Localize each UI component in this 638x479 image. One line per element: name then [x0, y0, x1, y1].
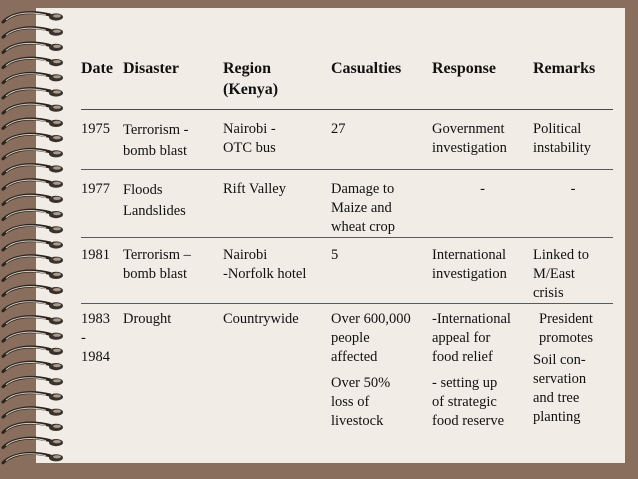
- cell-region-line: Nairobi: [223, 246, 268, 263]
- cell-region-line: OTC bus: [223, 139, 276, 156]
- header-casualties: Casualties: [331, 60, 402, 77]
- header-date: Date: [81, 60, 113, 77]
- cell-remarks: [533, 237, 613, 303]
- cell-remarks-line: planting: [533, 408, 581, 425]
- spiral-hole-highlight: [53, 455, 61, 458]
- cell-remarks-line: Linked to: [533, 246, 589, 263]
- cell-remarks-line: instability: [533, 139, 591, 156]
- spiral-hole-highlight: [53, 349, 61, 352]
- spiral-hole-highlight: [53, 75, 61, 78]
- table-row: [81, 169, 613, 237]
- spiral-hole-highlight: [53, 60, 61, 63]
- cell-remarks: [533, 303, 613, 431]
- cell-remarks-line: President: [539, 310, 593, 327]
- cell-disaster: [123, 237, 223, 303]
- cell-remarks: -: [533, 169, 613, 237]
- cell-disaster: [123, 109, 223, 169]
- cell-casualties-line: Maize and: [331, 199, 392, 216]
- cell-casualties-line: wheat crop: [331, 218, 396, 235]
- spiral-hole-highlight: [53, 242, 61, 245]
- spiral-hole-highlight: [53, 45, 61, 48]
- cell-date-line: 1983: [81, 310, 110, 327]
- cell-casualties-line: people: [331, 329, 370, 346]
- cell-response-line: food reserve: [432, 412, 505, 429]
- cell-remarks-line: and tree: [533, 389, 580, 406]
- header-response: Response: [432, 60, 497, 77]
- cell-date: 1975: [81, 109, 123, 169]
- cell-response-line: - setting up: [432, 374, 498, 391]
- cell-casualties-line: affected: [331, 348, 378, 365]
- cell-casualties: [331, 303, 432, 431]
- cell-response: [432, 237, 533, 303]
- cell-response: [432, 303, 533, 431]
- table-row: [81, 303, 613, 431]
- cell-remarks: [533, 109, 613, 169]
- spiral-hole-highlight: [53, 440, 61, 443]
- spiral-hole-highlight: [53, 288, 61, 291]
- cell-response-line: investigation: [432, 139, 507, 156]
- cell-date: 1977: [81, 169, 123, 237]
- table-row: [81, 237, 613, 303]
- spiral-hole-highlight: [53, 182, 61, 185]
- spiral-hole-highlight: [53, 334, 61, 337]
- spiral-hole-highlight: [53, 166, 61, 169]
- cell-casualties-line: livestock: [331, 412, 384, 429]
- spiral-hole-highlight: [53, 425, 61, 428]
- spiral-hole-highlight: [53, 410, 61, 413]
- cell-disaster-line: Floods: [123, 181, 163, 198]
- header-region-line2: (Kenya): [223, 81, 279, 98]
- cell-response-line: appeal for: [432, 329, 491, 346]
- spiral-hole-highlight: [53, 14, 61, 17]
- cell-region: Rift Valley: [223, 169, 331, 237]
- cell-date-line: 1984: [81, 348, 110, 365]
- table-header-row: [81, 52, 613, 109]
- spiral-hole-highlight: [53, 258, 61, 261]
- spiral-binding: [0, 0, 80, 479]
- cell-disaster-line: Landslides: [123, 202, 186, 219]
- cell-remarks-line: promotes: [539, 329, 593, 346]
- spiral-hole-highlight: [53, 197, 61, 200]
- cell-response-line: Government: [432, 120, 505, 137]
- spiral-hole-highlight: [53, 379, 61, 382]
- cell-region: Countrywide: [223, 310, 299, 327]
- cell-response-line: investigation: [432, 265, 507, 282]
- cell-response-line: food relief: [432, 348, 493, 365]
- cell-casualties-line: Over 600,000: [331, 310, 411, 327]
- spiral-hole-highlight: [53, 90, 61, 93]
- spiral-hole-highlight: [53, 30, 61, 33]
- cell-remarks-line: servation: [533, 370, 587, 387]
- cell-region-line: -Norfolk hotel: [223, 265, 307, 282]
- cell-region: [223, 109, 331, 169]
- spiral-hole-highlight: [53, 136, 61, 139]
- cell-region-line: Nairobi -: [223, 120, 276, 137]
- cell-disaster-line: Terrorism –: [123, 246, 191, 263]
- table-row: [81, 109, 613, 169]
- cell-disaster-line: Terrorism -: [123, 121, 189, 138]
- cell-date-line: -: [81, 329, 86, 346]
- spiral-hole-highlight: [53, 318, 61, 321]
- cell-disaster: [123, 169, 223, 237]
- cell-region: [223, 237, 331, 303]
- header-remarks: Remarks: [533, 60, 596, 77]
- cell-casualties: 5: [331, 237, 432, 303]
- cell-casualties: 27: [331, 109, 432, 169]
- spiral-hole-highlight: [53, 303, 61, 306]
- spiral-hole-highlight: [53, 121, 61, 124]
- cell-casualties-line: Over 50%: [331, 374, 391, 391]
- cell-remarks-line: M/East: [533, 265, 575, 282]
- header-disaster: Disaster: [123, 60, 179, 77]
- header-region: [223, 52, 331, 109]
- cell-remarks-line: Political: [533, 120, 582, 137]
- header-region-line1: Region: [223, 60, 271, 77]
- spiral-hole-highlight: [53, 151, 61, 154]
- disaster-table: [81, 52, 613, 431]
- cell-date: [81, 303, 123, 431]
- cell-remarks-line: Soil con-: [533, 351, 586, 368]
- cell-disaster-line: bomb blast: [123, 142, 188, 159]
- spiral-hole-highlight: [53, 364, 61, 367]
- cell-casualties-line: loss of: [331, 393, 370, 410]
- cell-remarks-line: crisis: [533, 284, 564, 301]
- cell-date: 1981: [81, 237, 123, 303]
- spiral-hole-highlight: [53, 106, 61, 109]
- cell-response: -: [432, 169, 533, 237]
- spiral-hole-highlight: [53, 273, 61, 276]
- spiral-hole-highlight: [53, 394, 61, 397]
- cell-disaster-line: bomb blast: [123, 265, 188, 282]
- cell-response-line: -International: [432, 310, 511, 327]
- cell-casualties: [331, 169, 432, 237]
- cell-response-line: of strategic: [432, 393, 497, 410]
- spiral-hole-highlight: [53, 212, 61, 215]
- cell-disaster: Drought: [123, 310, 172, 327]
- cell-casualties-line: Damage to: [331, 180, 395, 197]
- cell-response-line: International: [432, 246, 507, 263]
- cell-response: [432, 109, 533, 169]
- spiral-hole-highlight: [53, 227, 61, 230]
